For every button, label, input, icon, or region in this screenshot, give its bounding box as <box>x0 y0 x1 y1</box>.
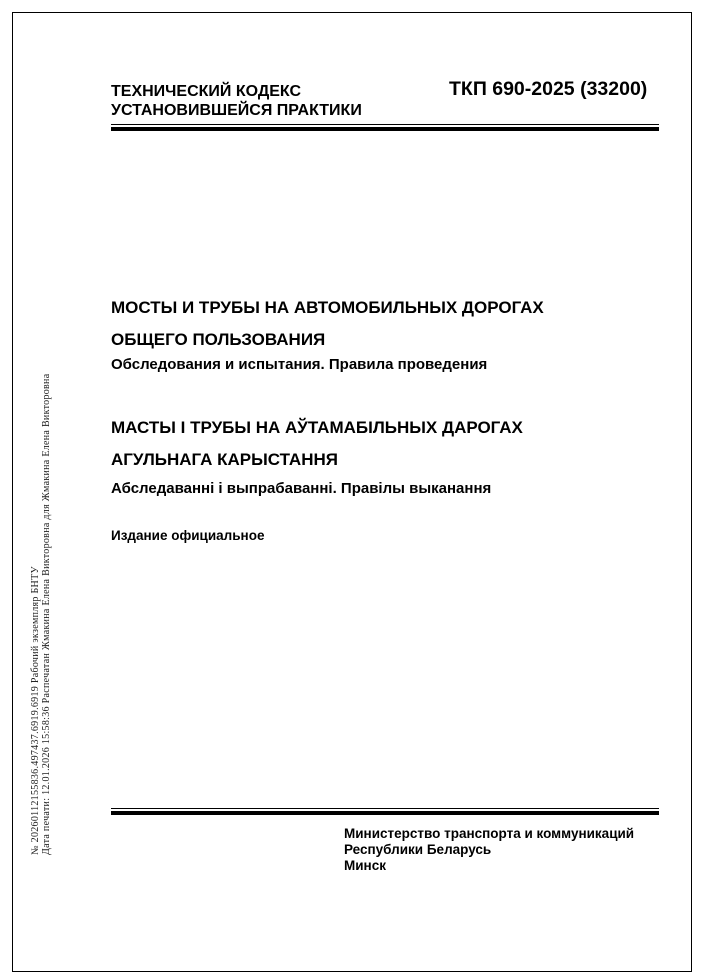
document-type-line1: ТЕХНИЧЕСКИЙ КОДЕКС <box>111 83 302 100</box>
subtitle-belarusian: Абследаванні і выпрабаванні. Правілы выканання <box>111 480 492 497</box>
title-belarusian-line2: АГУЛЬНАГА КАРЫСТАННЯ <box>111 450 338 469</box>
title-belarusian-line1: МАСТЫ І ТРУБЫ НА АЎТАМАБІЛЬНЫХ ДАРОГАХ <box>111 418 523 437</box>
footer-divider-thin <box>111 808 659 809</box>
publisher-city: Минск <box>344 858 386 873</box>
title-russian <box>111 292 544 356</box>
document-type-line2: УСТАНОВИВШЕЙСЯ ПРАКТИКИ <box>111 102 362 119</box>
document-code: ТКП 690-2025 (33200) <box>449 78 648 100</box>
watermark-line1: № 20260112155836.497437.6919.6919 Рабочий экземпляр БНТУ <box>30 566 41 855</box>
publisher <box>344 826 634 874</box>
title-russian-line1: МОСТЫ И ТРУБЫ НА АВТОМОБИЛЬНЫХ ДОРОГАХ <box>111 298 544 317</box>
title-belarusian <box>111 412 523 476</box>
edition-label: Издание официальное <box>111 528 265 543</box>
publisher-line2: Республики Беларусь <box>344 842 492 857</box>
footer-divider-thick <box>111 811 659 815</box>
title-russian-line2: ОБЩЕГО ПОЛЬЗОВАНИЯ <box>111 330 326 349</box>
header-divider-thick <box>111 127 659 131</box>
header-divider-thin <box>111 124 659 125</box>
subtitle-russian: Обследования и испытания. Правила проведения <box>111 356 488 373</box>
publisher-line1: Министерство транспорта и коммуникаций <box>344 826 635 841</box>
print-watermark <box>30 374 52 855</box>
watermark-line2: Дата печати: 12.01.2026 15:58:36 Распечатан Жмакина Елена Викторовна для Жмакина Елена Викторовна <box>41 373 52 855</box>
document-type <box>111 82 362 120</box>
